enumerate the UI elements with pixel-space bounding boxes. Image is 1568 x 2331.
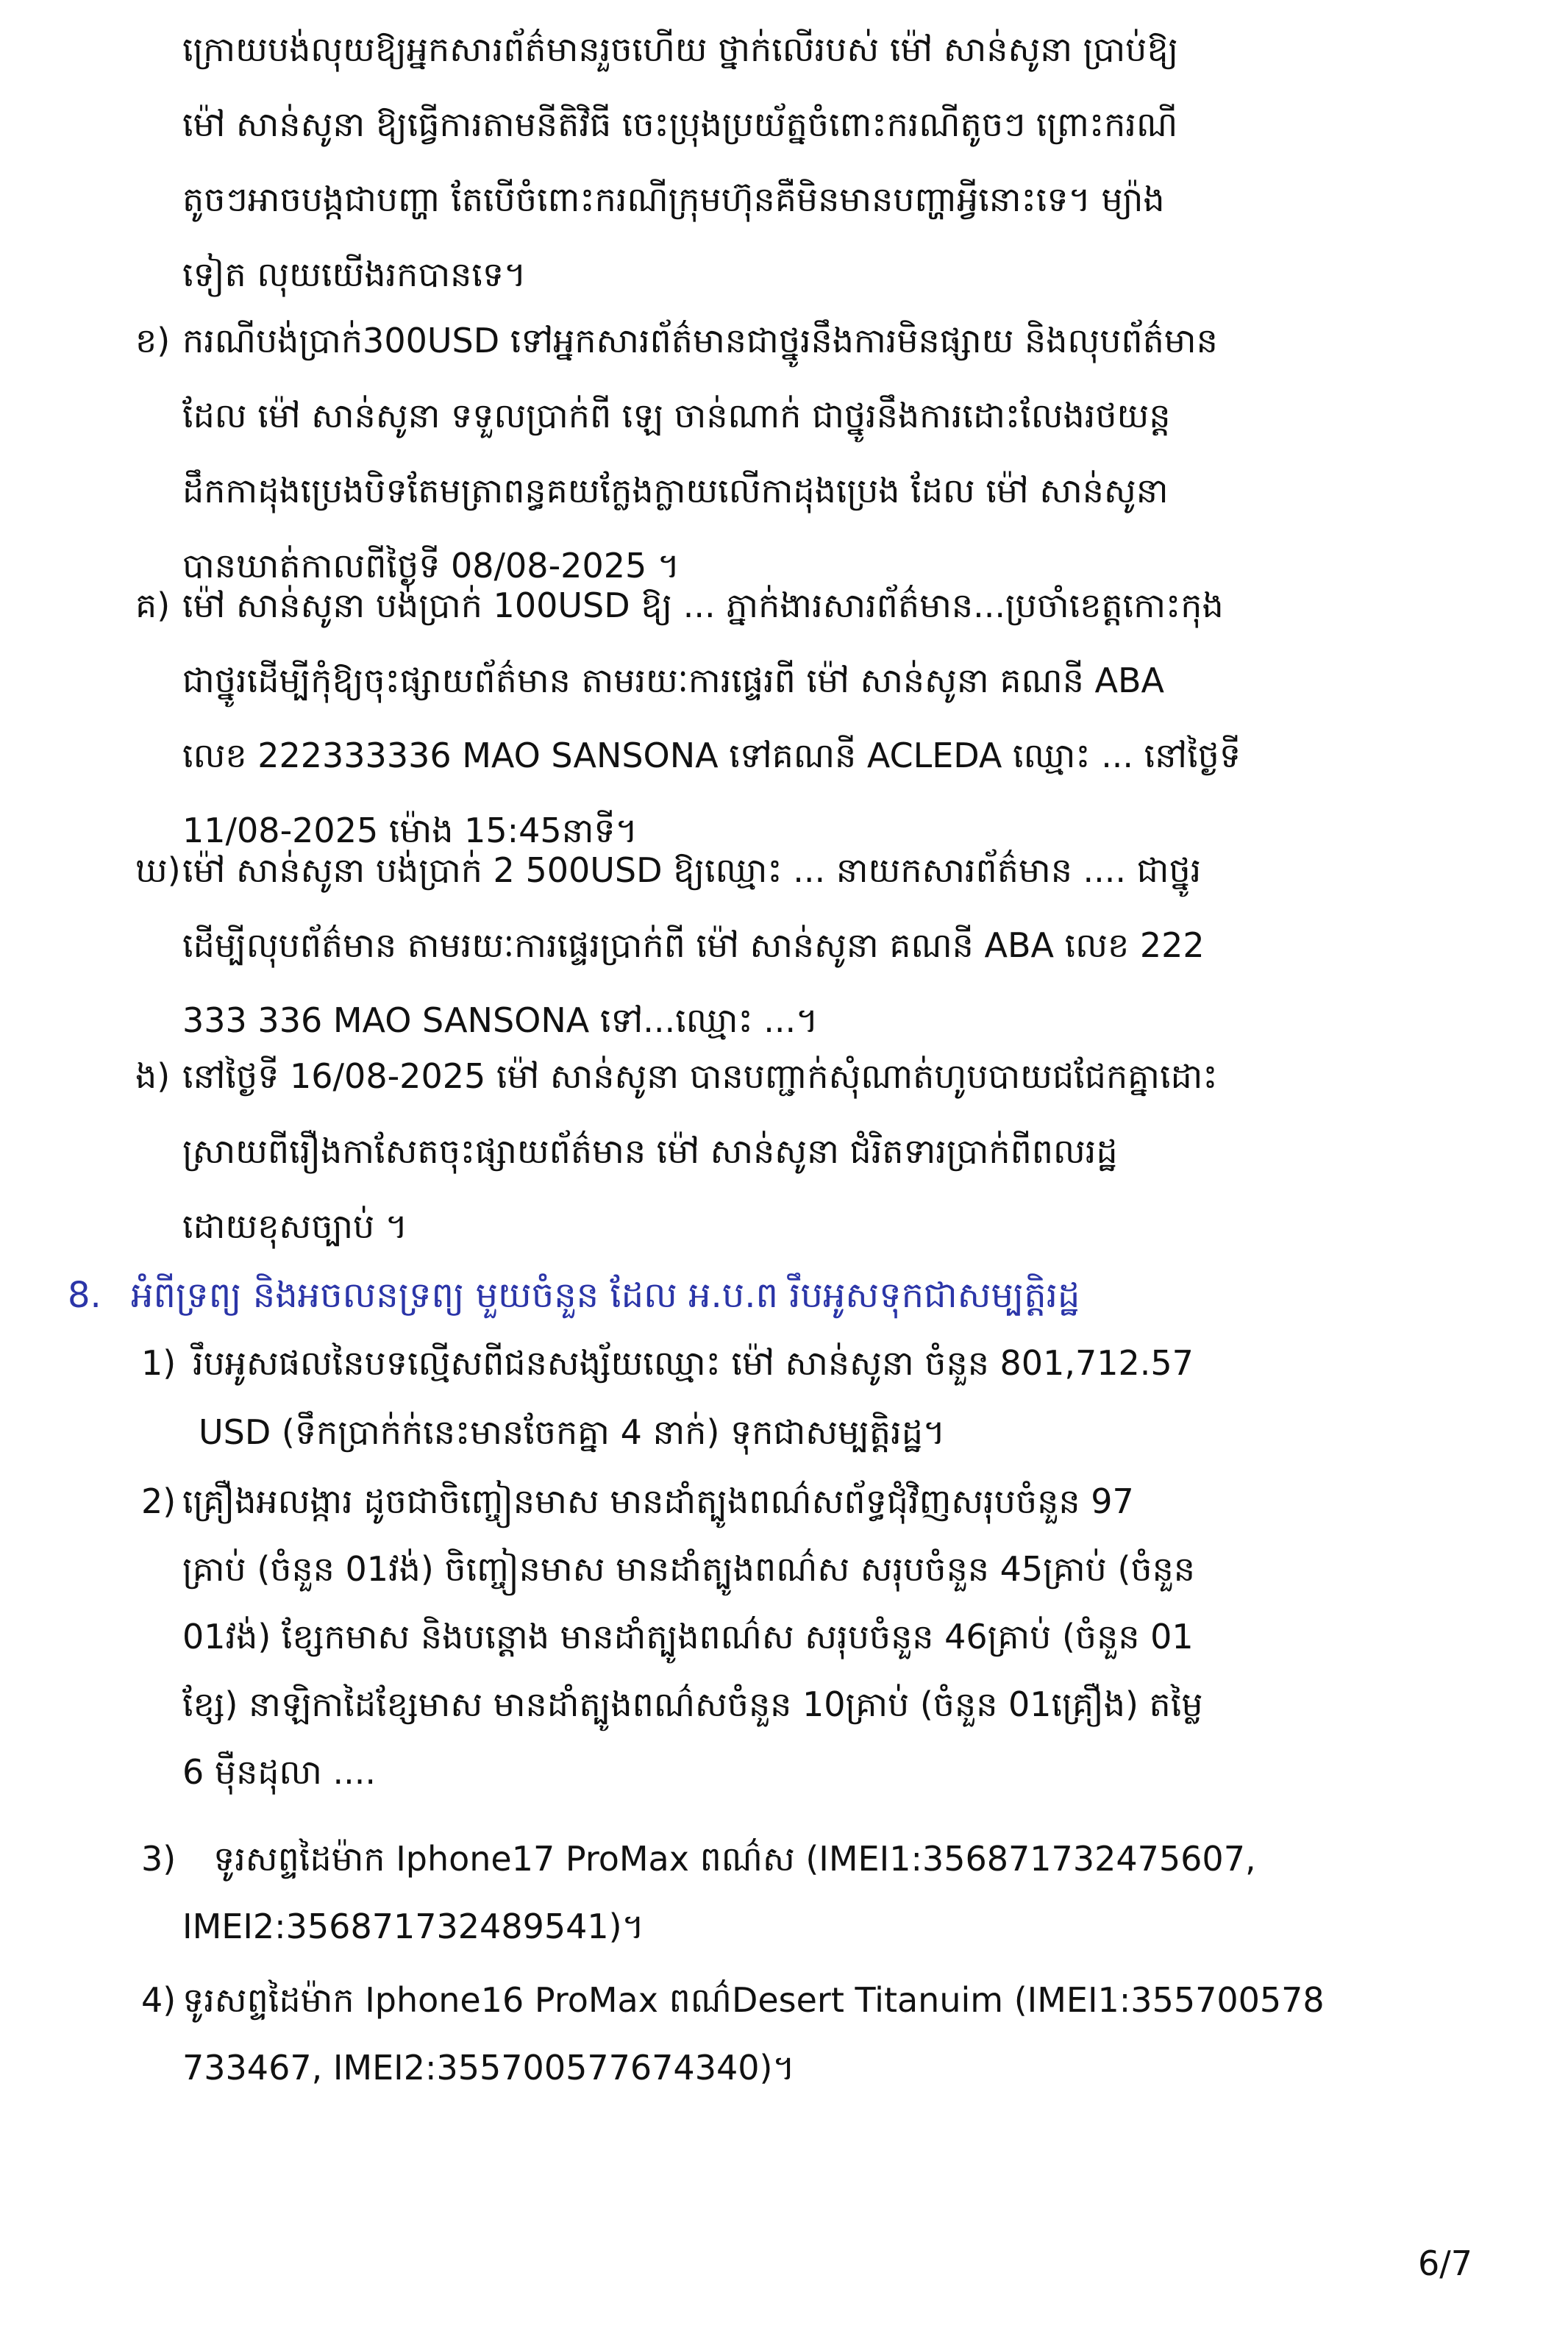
sub-item-line: ដឹកកាដុងប្រេងបិទតែមត្រាពន្ធគយក្លែងក្លាយលើកាដុងប្រេង ដែល ម៉ៅ សាន់សូនា [182, 471, 1169, 510]
numbered-item-line: គ្រឿងអលង្ការ ដូចជាចិញ្ចៀនមាស មានដាំត្បូងពណ៌សព័ទ្ធជុំវិញសរុបចំនួន 97 [182, 1481, 1134, 1521]
numbered-item [141, 1325, 1465, 1476]
numbered-item-line: ទូរសព្ទដៃម៉ាក Iphone16 ProMax ពណ៌Desert Titanuim (IMEI1:355700578 [182, 1980, 1325, 2020]
numbered-item-line: 01វង់) ខ្សែកមាស និងបន្ដោង មានដាំត្បូងពណ៌ស សរុបចំនួន 46គ្រាប់ (ចំនួន 01 [182, 1617, 1194, 1656]
intro-paragraph [182, 12, 1462, 312]
sub-item [135, 1039, 1467, 1264]
sub-item-line: ជាថ្នូរដើម្បីកុំឱ្យចុះផ្សាយព័ត៌មាន តាមរយៈការផ្ទេរពី ម៉ៅ សាន់សូនា គណនី ABA [182, 661, 1165, 700]
sub-item-line: 11/08-2025 ម៉ោង 15:45នាទី។ [182, 811, 638, 850]
numbered-item-line: ទូរសព្ទដៃម៉ាក Iphone17 ProMax ពណ៌ស (IMEI1:356871732475607, [213, 1839, 1256, 1879]
sub-item [135, 833, 1467, 1058]
sub-item-line: ម៉ៅ សាន់សូនា បង់ប្រាក់ 2 500USD ឱ្យឈ្មោះ ... នាយកសារព័ត៌មាន .... ជាថ្នូរ [182, 850, 1202, 890]
sub-item-line: ស្រាយពីរឿងកាសែតចុះផ្សាយព័ត៌មាន ម៉ៅ សាន់សូនា ជំរិតទារប្រាក់ពីពលរដ្ឋ [182, 1131, 1118, 1171]
sub-item-marker: ង) [135, 1056, 171, 1096]
numbered-item [141, 1464, 1465, 1809]
numbered-item-line: 733467, IMEI2:355700577674340)។ [182, 2048, 795, 2088]
sub-item [135, 568, 1467, 868]
section-heading [68, 1262, 1080, 1328]
numbered-item-line: គ្រាប់ (ចំនួន 01វង់) ចិញ្ចៀនមាស មានដាំត្បូងពណ៌ស សរុបចំនួន 45គ្រាប់ (ចំនួន [182, 1549, 1195, 1589]
page-number: 6/7 [1417, 2243, 1472, 2283]
sub-item-line: ម៉ៅ សាន់សូនា បង់ប្រាក់ 100USD ឱ្យ ... ភ្នាក់ងារសារព័ត៌មាន...ប្រចាំខេត្តកោះកុង [182, 586, 1224, 625]
numbered-item-marker: 2) [141, 1481, 177, 1521]
paragraph-line: ម៉ៅ សាន់សូនា ឱ្យធ្វើការតាមនីតិវិធី ចេះប្រុងប្រយ័ត្នចំពោះករណីតូចៗ ព្រោះករណី [182, 104, 1178, 144]
sub-item-line: នៅថ្ងៃទី 16/08-2025 ម៉ៅ សាន់សូនា បានបញ្ជាក់សុំណាត់ហូបបាយជជែកគ្នាដោះ [182, 1056, 1218, 1096]
paragraph-line: ក្រោយបង់លុយឱ្យអ្នកសារព័ត៌មានរួចហើយ ថ្នាក់លើរបស់ ម៉ៅ សាន់សូនា ប្រាប់ឱ្យ [182, 29, 1179, 69]
numbered-item-line: IMEI2:356871732489541)។ [182, 1907, 644, 1946]
numbered-item [141, 1962, 1465, 2102]
sub-item-line: ដោយខុសច្បាប់ ។ [182, 1206, 408, 1246]
sub-item-line: ដើម្បីលុបព័ត៌មាន តាមរយៈការផ្ទេរប្រាក់ពី ម៉ៅ សាន់សូនា គណនី ABA លេខ 222 [182, 925, 1205, 965]
sub-item-line: ដែល ម៉ៅ សាន់សូនា ទទួលប្រាក់ពី ឡេ ចាន់ណាក់ ជាថ្នូរនឹងការដោះលែងរថយន្ត [182, 396, 1171, 435]
numbered-item-marker: 4) [141, 1980, 177, 2020]
sub-item-line: បានឃាត់កាលពីថ្ងៃទី 08/08-2025 ។ [182, 546, 680, 586]
paragraph-line: តូចៗអាចបង្កជាបញ្ហា តែបើចំពោះករណីក្រុមហ៊ុនគឺមិនមានបញ្ហាអ្វីនោះទេ។ ម្យ៉ាង [182, 179, 1165, 219]
sub-item-line: 333 336 MAO SANSONA ទៅ...ឈ្មោះ ...។ [182, 1000, 819, 1040]
numbered-item-line: រឹបអូសផលនៃបទល្មើសពីជនសង្ស័យឈ្មោះ ម៉ៅ សាន់សូនា ចំនួន 801,712.57 [193, 1343, 1194, 1383]
sub-item [135, 303, 1467, 603]
numbered-item [141, 1821, 1465, 1961]
numbered-item-line: USD (ទឹកប្រាក់ក់នេះមានចែកគ្នា 4 នាក់) ទុកជាសម្បត្តិរដ្ឋ។ [199, 1412, 946, 1452]
sub-item-marker: គ) [135, 586, 171, 625]
section-title: អំពីទ្រព្យ និងអចលនទ្រព្យ មួយចំនួន ដែល អ.ប.ព រឹបអូសទុកជាសម្បត្តិរដ្ឋ [131, 1275, 1080, 1316]
sub-item-line: លេខ 222333336 MAO SANSONA ទៅគណនី ACLEDA ឈ្មោះ ... នៅថ្ងៃទី [182, 736, 1241, 775]
paragraph-line: ទៀត លុយយើងរកបានទេ។ [182, 255, 527, 294]
sub-item-marker: ខ) [135, 321, 171, 360]
numbered-item-line: ខ្សែ) នាឡិកាដៃខ្សែមាស មានដាំត្បូងពណ៌សចំនួន 10គ្រាប់ (ចំនួន 01គ្រឿង) តម្លៃ [182, 1684, 1203, 1724]
section-number: 8. [68, 1275, 101, 1316]
sub-item-marker: ឃ) [135, 850, 181, 890]
numbered-item-line: 6 ម៉ឺនដុលា .... [182, 1752, 376, 1792]
sub-item-line: ករណីបង់ប្រាក់300USD ទៅអ្នកសារព័ត៌មានជាថ្នូរនឹងការមិនផ្សាយ និងលុបព័ត៌មាន [182, 321, 1218, 360]
numbered-item-marker: 1) [141, 1343, 177, 1383]
numbered-item-marker: 3) [141, 1839, 177, 1879]
